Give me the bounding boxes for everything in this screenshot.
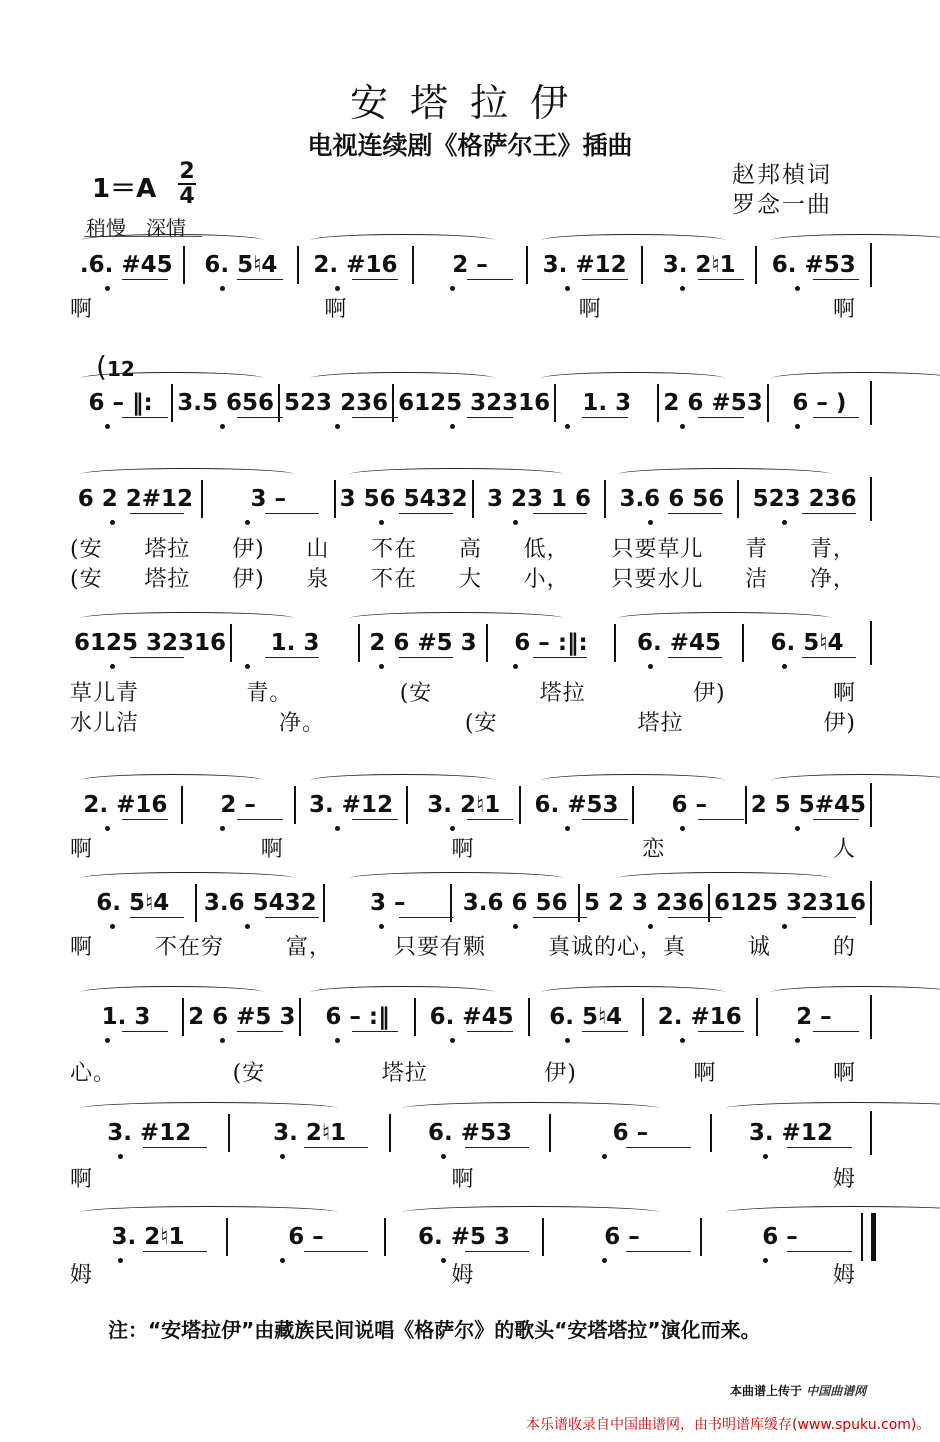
lyric-word: 心。 xyxy=(70,1061,117,1086)
measure-notes: 3. 2♮1 xyxy=(273,1120,347,1146)
lyric-word: 姆 xyxy=(70,1263,94,1288)
lyric-word: 青。 xyxy=(246,681,293,706)
rhythm-underline xyxy=(698,279,744,280)
lyric-word: 姆 xyxy=(832,1167,856,1192)
slur xyxy=(725,1206,940,1219)
measure-notes: 6125 32316 xyxy=(398,390,551,416)
rhythm-underline xyxy=(582,819,628,820)
lyric-line-2 xyxy=(70,706,876,737)
lyric-word: 啊 xyxy=(260,837,284,862)
octave-dot xyxy=(565,826,570,831)
lyric-line-1 xyxy=(70,1258,876,1289)
octave-dot xyxy=(280,1154,285,1159)
lyric-line-2 xyxy=(70,562,876,593)
rhythm-underline xyxy=(813,279,859,280)
measure-notes: 6 – ‖: xyxy=(88,390,153,416)
rhythm-underline xyxy=(813,1031,859,1032)
measure-notes: 3 56 5432 xyxy=(339,486,468,512)
octave-dot xyxy=(379,520,384,525)
barline xyxy=(870,477,876,521)
octave-dot xyxy=(105,826,110,831)
rhythm-underline xyxy=(802,513,856,514)
octave-dot xyxy=(648,924,653,929)
octave-dot xyxy=(220,286,225,291)
octave-dot xyxy=(245,924,250,929)
slur xyxy=(80,1206,338,1219)
octave-dot xyxy=(220,826,225,831)
rhythm-underline xyxy=(122,819,168,820)
upload-brand[interactable]: 中国曲谱网 xyxy=(806,1384,867,1398)
rhythm-underline xyxy=(533,917,587,918)
measure-notes: 6 2 2#12 xyxy=(77,486,194,512)
rhythm-underline xyxy=(668,917,722,918)
rhythm-underline xyxy=(237,279,283,280)
measure-notes: 2 – xyxy=(452,252,488,278)
rhythm-underline xyxy=(237,1031,283,1032)
measure-notes: 3. 2♮1 xyxy=(427,792,501,818)
octave-dot xyxy=(450,826,455,831)
slur xyxy=(402,1102,660,1115)
rhythm-underline xyxy=(130,917,184,918)
measure-notes: 6 – xyxy=(604,1224,640,1250)
lyric-word: 只要水儿 xyxy=(611,567,704,592)
notation-row xyxy=(70,624,876,662)
rhythm-underline xyxy=(130,513,184,514)
lyric-word: 的 xyxy=(832,935,856,960)
octave-dot xyxy=(105,1038,110,1043)
lyric-word: (安 xyxy=(70,567,103,592)
octave-dot xyxy=(379,924,384,929)
rhythm-underline xyxy=(122,417,168,418)
octave-dot xyxy=(220,1038,225,1043)
lyric-word: 伊) xyxy=(693,681,726,706)
measure-notes: 3 – xyxy=(369,890,406,916)
lyric-word: 只要草儿 xyxy=(611,537,704,562)
octave-dot xyxy=(110,664,115,669)
octave-dot xyxy=(220,424,225,429)
octave-dot xyxy=(513,664,518,669)
measure-notes: 6. 5♮4 xyxy=(549,1004,623,1030)
rhythm-underline xyxy=(143,1251,207,1252)
slur xyxy=(541,234,725,247)
rhythm-underline xyxy=(399,657,453,658)
lyric-word: (安 xyxy=(70,537,103,562)
rhythm-underline xyxy=(467,417,513,418)
upload-text: 本曲谱上传于 xyxy=(730,1384,803,1398)
measure-notes: 2 6 #5 3 xyxy=(188,1004,296,1030)
measure-notes: 3. #12 xyxy=(308,792,393,818)
measure-notes: 1. 3 xyxy=(270,630,320,656)
rhythm-underline xyxy=(352,819,398,820)
lyric-word: 人 xyxy=(832,837,856,862)
rhythm-underline xyxy=(237,417,283,418)
lyric-word: 啊 xyxy=(451,837,475,862)
lyric-word: 啊 xyxy=(832,681,856,706)
rhythm-underline xyxy=(698,1031,744,1032)
measure-notes: 3. 2♮1 xyxy=(662,252,736,278)
slur xyxy=(310,774,494,787)
footnote: 注：“安塔拉伊”由藏族民间说唱《格萨尔》的歌头“安塔塔拉”演化而来。 xyxy=(108,1318,761,1342)
octave-dot xyxy=(118,1154,123,1159)
octave-dot xyxy=(379,664,384,669)
measure-notes: 2 6 #5 3 xyxy=(369,630,477,656)
lyric-line-1 xyxy=(70,676,876,707)
time-signature xyxy=(176,160,198,208)
measure-notes: 2 5 5#45 xyxy=(750,792,866,818)
rhythm-underline xyxy=(265,657,319,658)
rhythm-underline xyxy=(582,279,628,280)
lyric-word: 伊) xyxy=(232,537,265,562)
octave-dot xyxy=(450,424,455,429)
octave-dot xyxy=(680,1038,685,1043)
octave-dot xyxy=(680,286,685,291)
lyric-word: 不在 xyxy=(371,567,418,592)
rhythm-underline xyxy=(352,1031,398,1032)
octave-dot xyxy=(110,520,115,525)
barline xyxy=(870,381,876,425)
octave-dot xyxy=(105,424,110,429)
source-footer: 本乐谱收录自中国曲谱网，由书明谱库缓存(www.spuku.com)。 xyxy=(526,1417,931,1433)
measure-notes: 6 – :‖: xyxy=(514,630,588,656)
lyric-word: 伊) xyxy=(823,711,856,736)
rhythm-underline xyxy=(143,1147,207,1148)
lyric-word: 大 xyxy=(458,567,482,592)
slur xyxy=(80,372,264,385)
slur xyxy=(80,468,295,481)
barline xyxy=(870,1111,876,1155)
lyric-word: 啊 xyxy=(70,935,94,960)
octave-dot xyxy=(782,664,787,669)
measure-notes: 3.6 6 56 xyxy=(619,486,725,512)
rhythm-underline xyxy=(813,417,859,418)
octave-dot xyxy=(441,1154,446,1159)
slur xyxy=(771,986,940,999)
slur xyxy=(541,986,725,999)
slur xyxy=(771,372,940,385)
rhythm-underline xyxy=(668,513,722,514)
measure-notes: 6 – :‖ xyxy=(325,1004,390,1030)
rhythm-underline xyxy=(582,1031,628,1032)
rhythm-underline xyxy=(802,657,856,658)
notation-row xyxy=(70,884,876,922)
measure-notes: 3.6 5432 xyxy=(203,890,317,916)
octave-dot xyxy=(565,1038,570,1043)
measure-notes: 3 – xyxy=(250,486,286,512)
ending-paren: ( xyxy=(96,350,107,383)
measure-notes: .6. #45 xyxy=(79,252,173,278)
lyric-word: 青 xyxy=(745,537,769,562)
measure-notes: 2 6 #53 xyxy=(663,390,763,416)
lyric-word: 啊 xyxy=(70,837,94,862)
barline xyxy=(870,995,876,1039)
lyric-word: 啊 xyxy=(832,1061,856,1086)
rhythm-underline xyxy=(626,1251,690,1252)
rhythm-underline xyxy=(698,819,744,820)
slur xyxy=(80,986,264,999)
rhythm-underline xyxy=(698,417,744,418)
measure-notes: 3.5 656 xyxy=(177,390,275,416)
slur xyxy=(541,372,725,385)
tempo-marking: 稍慢 深情 xyxy=(86,216,186,240)
rhythm-underline xyxy=(122,1031,168,1032)
slur xyxy=(80,774,264,787)
rhythm-underline xyxy=(813,819,859,820)
rhythm-underline xyxy=(467,279,513,280)
lyric-word: 塔拉 xyxy=(637,711,684,736)
octave-dot xyxy=(680,826,685,831)
slur xyxy=(771,774,940,787)
lyric-word: 塔拉 xyxy=(539,681,586,706)
rhythm-underline xyxy=(626,1147,690,1148)
octave-dot xyxy=(680,424,685,429)
measure-notes: 2 – xyxy=(796,1004,832,1030)
slur xyxy=(310,234,494,247)
measure-notes: 3. #12 xyxy=(748,1120,833,1146)
slur xyxy=(725,1102,940,1115)
measure-notes: 1. 3 xyxy=(101,1004,151,1030)
lyric-word: 低， xyxy=(523,537,570,562)
measure-notes: 6. #53 xyxy=(771,252,856,278)
rhythm-underline xyxy=(467,1031,513,1032)
lyric-word: 塔拉 xyxy=(144,567,191,592)
measure-notes: 6. #5 3 xyxy=(417,1224,511,1250)
measure-notes: 2. #16 xyxy=(657,1004,742,1030)
lyric-word: 富， xyxy=(285,935,332,960)
slur xyxy=(617,612,832,625)
measure-notes: 2. #16 xyxy=(83,792,168,818)
measure-notes: 523 236 xyxy=(752,486,857,512)
lyric-word: 啊 xyxy=(70,297,94,322)
barline xyxy=(870,243,876,287)
measure-notes: 5 2 3 236 xyxy=(583,890,704,916)
lyric-word: (安 xyxy=(399,681,433,706)
octave-dot xyxy=(105,286,110,291)
rhythm-underline xyxy=(465,1251,529,1252)
slur xyxy=(349,872,564,885)
lyric-word: 只要有颗 xyxy=(393,935,486,960)
lyric-word: 塔拉 xyxy=(381,1061,428,1086)
rhythm-underline xyxy=(787,1147,851,1148)
slur xyxy=(310,372,494,385)
rhythm-underline xyxy=(787,1251,851,1252)
rhythm-underline xyxy=(802,917,856,918)
lyric-word: 姆 xyxy=(451,1263,475,1288)
lyric-word: 草儿青 xyxy=(70,681,140,706)
rhythm-underline xyxy=(130,657,184,658)
lyric-word: 伊) xyxy=(544,1061,577,1086)
slur xyxy=(310,986,494,999)
rhythm-underline xyxy=(399,513,453,514)
lyric-word: 青， xyxy=(809,537,856,562)
upload-credit xyxy=(730,1382,866,1399)
measure-notes: 6. 5♮4 xyxy=(204,252,278,278)
octave-dot xyxy=(795,1038,800,1043)
octave-dot xyxy=(110,924,115,929)
octave-dot xyxy=(795,286,800,291)
lyric-word: 诚 xyxy=(747,935,771,960)
lyric-line-1 xyxy=(70,532,876,563)
octave-dot xyxy=(565,424,570,429)
lyric-line-1 xyxy=(70,1162,876,1193)
slur xyxy=(541,774,725,787)
rhythm-underline xyxy=(352,279,398,280)
lyric-line-1 xyxy=(70,832,876,863)
measure-notes: 2. #16 xyxy=(313,252,398,278)
measure-notes: 6 – xyxy=(612,1120,649,1146)
lyric-word: 啊 xyxy=(70,1167,94,1192)
lyric-word: 啊 xyxy=(832,297,856,322)
octave-dot xyxy=(450,286,455,291)
measure-notes: 6 – xyxy=(671,792,708,818)
lyric-word: 姆 xyxy=(832,1263,856,1288)
slur xyxy=(80,612,295,625)
lyric-line-1 xyxy=(70,292,876,323)
rhythm-underline xyxy=(399,917,453,918)
rhythm-underline xyxy=(265,917,319,918)
octave-dot xyxy=(795,826,800,831)
rhythm-underline xyxy=(265,513,319,514)
lyric-word: 净， xyxy=(809,567,856,592)
lyricist-credit: 赵邦楨词 xyxy=(732,162,832,188)
rhythm-underline xyxy=(352,417,398,418)
ending-number: 12 xyxy=(106,357,135,381)
octave-dot xyxy=(335,286,340,291)
slur xyxy=(80,872,295,885)
lyric-word: (安 xyxy=(232,1061,266,1086)
octave-dot xyxy=(335,424,340,429)
measure-notes: 1. 3 xyxy=(582,390,632,416)
rhythm-underline xyxy=(533,657,587,658)
lyric-word: 啊 xyxy=(451,1167,475,1192)
rhythm-underline xyxy=(304,1251,368,1252)
octave-dot xyxy=(450,1038,455,1043)
rhythm-underline xyxy=(533,513,587,514)
measure-notes: 3. 2♮1 xyxy=(111,1224,185,1250)
lyric-word: 啊 xyxy=(324,297,348,322)
octave-dot xyxy=(602,1154,607,1159)
octave-dot xyxy=(648,664,653,669)
slur xyxy=(349,612,564,625)
slur xyxy=(402,1206,660,1219)
measure-notes: 6. 5♮4 xyxy=(770,630,844,656)
lyric-word: 小， xyxy=(523,567,570,592)
notation-row xyxy=(70,480,876,518)
measure-notes: 6 – xyxy=(762,1224,798,1250)
lyric-word: (安 xyxy=(464,711,498,736)
final-barline xyxy=(861,1213,876,1261)
lyric-word: 洁 xyxy=(745,567,769,592)
octave-dot xyxy=(245,520,250,525)
time-signature-top: 2 xyxy=(179,159,195,184)
measure-notes: 6 – ) xyxy=(792,390,847,416)
slur xyxy=(349,468,564,481)
rhythm-underline xyxy=(304,1147,368,1148)
rhythm-underline xyxy=(582,417,628,418)
rhythm-underline xyxy=(122,279,168,280)
slur xyxy=(617,872,832,885)
measure-notes: 3. #12 xyxy=(542,252,627,278)
lyric-word: 啊 xyxy=(693,1061,717,1086)
measure-notes: 6. #45 xyxy=(429,1004,514,1030)
octave-dot xyxy=(795,424,800,429)
slur xyxy=(771,234,940,247)
octave-dot xyxy=(782,924,787,929)
lyric-word: 恋 xyxy=(642,837,666,862)
measure-notes: 3 23 1 6 xyxy=(487,486,592,512)
octave-dot xyxy=(335,1038,340,1043)
rhythm-underline xyxy=(668,657,722,658)
lyric-word: 塔拉 xyxy=(144,537,191,562)
lyric-word: 啊 xyxy=(578,297,602,322)
octave-dot xyxy=(782,520,787,525)
barline xyxy=(870,881,876,925)
key-signature: 1＝A xyxy=(92,174,157,204)
slur xyxy=(80,234,264,247)
measure-notes: 6. #53 xyxy=(534,792,619,818)
rhythm-underline xyxy=(467,819,513,820)
octave-dot xyxy=(648,520,653,525)
lyric-word: 水儿洁 xyxy=(70,711,140,736)
lyric-word: 不在 xyxy=(371,537,418,562)
lyric-word: 泉 xyxy=(306,567,330,592)
lyric-word: 伊) xyxy=(232,567,265,592)
barline xyxy=(870,783,876,827)
measure-notes: 6. #45 xyxy=(636,630,721,656)
measure-notes: 523 236 xyxy=(284,390,389,416)
lyric-line-1 xyxy=(70,1056,876,1087)
octave-dot xyxy=(763,1154,768,1159)
octave-dot xyxy=(513,924,518,929)
lyric-word: 真诚的心，真 xyxy=(547,935,686,960)
song-title: 安塔拉伊 xyxy=(349,81,590,125)
measure-notes: 2 – xyxy=(220,792,256,818)
octave-dot xyxy=(565,286,570,291)
measure-notes: 6125 32316 xyxy=(713,890,867,916)
measure-notes: 6 – xyxy=(288,1224,324,1250)
measure-notes: 3.6 6 56 xyxy=(462,890,568,916)
measure-notes: 6. #53 xyxy=(428,1120,513,1146)
lyric-line-1 xyxy=(70,930,876,961)
time-signature-bottom: 4 xyxy=(179,184,195,209)
lyric-word: 净。 xyxy=(278,711,325,736)
rhythm-underline xyxy=(237,819,283,820)
composer-credit: 罗念一曲 xyxy=(732,192,832,218)
octave-dot xyxy=(245,664,250,669)
lyric-word: 山 xyxy=(306,537,330,562)
lyric-word: 高 xyxy=(458,537,482,562)
octave-dot xyxy=(335,826,340,831)
slur xyxy=(80,1102,338,1115)
song-subtitle: 电视连续剧《格萨尔王》插曲 xyxy=(307,131,633,160)
measure-notes: 6125 32316 xyxy=(74,630,227,656)
rhythm-underline xyxy=(465,1147,529,1148)
slur xyxy=(617,468,832,481)
octave-dot xyxy=(513,520,518,525)
measure-notes: 3. #12 xyxy=(107,1120,192,1146)
measure-notes: 6. 5♮4 xyxy=(96,890,170,916)
lyric-word: 不在穷 xyxy=(154,935,224,960)
barline xyxy=(870,621,876,665)
